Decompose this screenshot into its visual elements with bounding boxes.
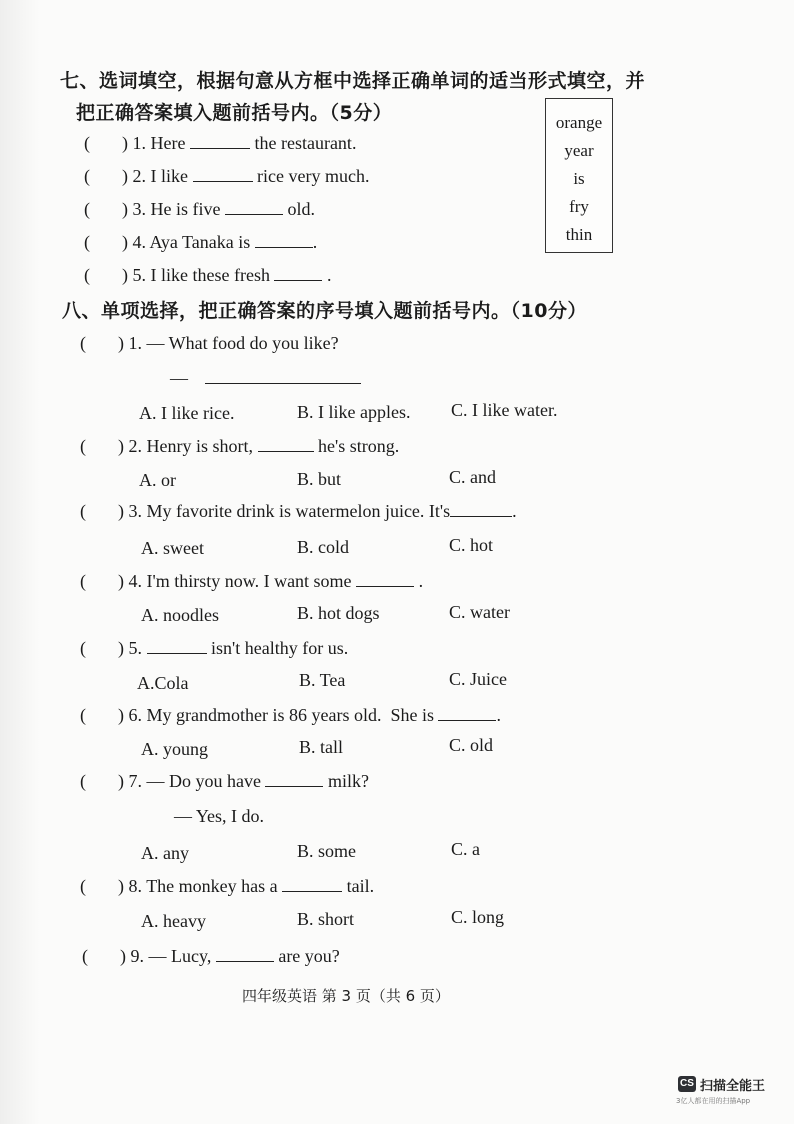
option-a: A. any (141, 843, 189, 863)
question-number: 1. (128, 333, 142, 353)
word-box-item: is (573, 169, 585, 188)
answer-paren-open[interactable]: ( (84, 265, 90, 285)
word-box-item: fry (569, 197, 589, 216)
question-number: 5. (128, 638, 142, 658)
answer-paren-close: ) (118, 333, 124, 353)
answer-paren-close: ) (118, 501, 124, 521)
answer-paren-open[interactable]: ( (80, 571, 86, 591)
option-b: B. but (297, 469, 342, 489)
answer-blank[interactable] (438, 706, 496, 721)
option-a: A. heavy (141, 911, 206, 931)
question-text: I like (150, 166, 188, 186)
question-text: He is five (150, 199, 221, 219)
question-text: tail. (346, 876, 375, 896)
question-number: 8. (128, 876, 142, 896)
section8-question (80, 501, 517, 522)
answer-blank[interactable] (450, 502, 512, 517)
answer-paren-close: ) (122, 133, 128, 153)
question-number: 1. (132, 133, 146, 153)
question-text: Here (150, 133, 186, 153)
answer-paren-open[interactable]: ( (84, 166, 90, 186)
answer-paren-close: ) (118, 571, 124, 591)
question-text: Henry is short, (146, 436, 253, 456)
answer-blank[interactable] (282, 877, 342, 892)
question-number: 4. (132, 232, 146, 252)
answer-paren-open[interactable]: ( (84, 133, 90, 153)
option-a: A. noodles (141, 605, 219, 625)
answer-blank[interactable] (225, 200, 283, 215)
question-text: — Lucy, (148, 946, 212, 966)
section7-question (84, 265, 331, 286)
question-text: I'm thirsty now. I want some (146, 571, 352, 591)
answer-paren-close: ) (118, 771, 124, 791)
question-text: . (326, 265, 332, 285)
option-c: C. long (451, 907, 505, 927)
answer-blank[interactable] (356, 572, 414, 587)
section8-question (80, 333, 339, 354)
section7-question (84, 232, 317, 253)
scan-edge-shadow (0, 0, 40, 1124)
answer-paren-open[interactable]: ( (80, 638, 86, 658)
section8-question (80, 705, 501, 726)
option-a: A. I like rice. (139, 403, 235, 423)
watermark-subtitle: 3亿人都在用的扫描App (676, 1097, 751, 1105)
option-c: C. Juice (449, 669, 507, 689)
question-text: he's strong. (318, 436, 400, 456)
question-text: My favorite drink is watermelon juice. It's (146, 501, 451, 521)
answer-blank[interactable] (205, 369, 361, 384)
section8-question (80, 436, 399, 457)
word-box (545, 98, 613, 253)
answer-paren-open[interactable]: ( (80, 876, 86, 896)
reply-line (170, 368, 361, 389)
question-text: . (496, 705, 501, 725)
option-c: C. a (451, 839, 480, 859)
question-number: 4. (128, 571, 142, 591)
question-text: — What food do you like? (146, 333, 339, 353)
section7-question (84, 199, 315, 220)
dash: — (170, 368, 188, 388)
question-number: 6. (128, 705, 142, 725)
question-text: . (312, 232, 318, 252)
option-c: C. water (449, 602, 510, 622)
option-b: B. Tea (299, 670, 346, 690)
question-text: . (418, 571, 424, 591)
option-c: C. hot (449, 535, 494, 555)
option-a: A.Cola (137, 673, 189, 693)
word-box-item: thin (565, 225, 593, 244)
question-text: I like these fresh (150, 265, 270, 285)
answer-paren-open[interactable]: ( (80, 705, 86, 725)
question-text: — Do you have (146, 771, 261, 791)
word-box-item: year (564, 141, 594, 160)
answer-paren-open[interactable]: ( (80, 771, 86, 791)
section7-question (84, 133, 356, 154)
question-number: 3. (132, 199, 146, 219)
option-a: A. sweet (141, 538, 204, 558)
answer-paren-open[interactable]: ( (80, 436, 86, 456)
answer-blank[interactable] (258, 437, 314, 452)
question-number: 7. (128, 771, 142, 791)
question-text: The monkey has a (146, 876, 278, 896)
section8-question (82, 946, 340, 967)
section8-heading: 八、单项选择，把正确答案的序号填入题前括号内。（10分） (62, 300, 587, 322)
answer-paren-close: ) (118, 876, 124, 896)
reply-text: — Yes, I do. (174, 806, 265, 826)
question-text: . (512, 501, 517, 521)
question-text: milk? (327, 771, 369, 791)
question-text: old. (287, 199, 315, 219)
section8-question (80, 771, 369, 792)
option-b: B. I like apples. (297, 402, 411, 422)
answer-blank[interactable] (193, 167, 253, 182)
option-c: C. old (449, 735, 494, 755)
option-a: A. or (139, 470, 176, 490)
answer-blank[interactable] (265, 772, 323, 787)
question-number: 5. (132, 265, 146, 285)
section8-question (80, 638, 348, 659)
answer-blank[interactable] (216, 947, 274, 962)
answer-paren-close: ) (122, 199, 128, 219)
question-number: 2. (128, 436, 142, 456)
section7-heading-line2: 把正确答案填入题前括号内。（5分） (76, 102, 393, 124)
option-b: B. hot dogs (297, 603, 380, 623)
section8-question (80, 571, 423, 592)
answer-paren-open[interactable]: ( (84, 232, 90, 252)
answer-paren-close: ) (120, 946, 126, 966)
question-text: Aya Tanaka is (149, 232, 251, 252)
option-b: B. short (297, 909, 355, 929)
section8-question (80, 876, 374, 897)
word-box-item: orange (555, 113, 603, 132)
page-footer: 四年级英语 第 3 页（共 6 页） (242, 987, 450, 1005)
option-b: B. cold (297, 537, 349, 557)
option-c: C. and (449, 467, 496, 487)
answer-blank[interactable] (190, 134, 250, 149)
answer-paren-open[interactable]: ( (80, 333, 86, 353)
option-b: B. tall (299, 737, 343, 757)
answer-paren-close: ) (122, 232, 128, 252)
section7-question (84, 166, 369, 187)
answer-blank[interactable] (255, 233, 313, 248)
answer-paren-close: ) (122, 166, 128, 186)
question-number: 3. (128, 501, 142, 521)
option-c: C. I like water. (451, 400, 558, 420)
camscanner-logo-icon: CS (678, 1076, 696, 1092)
answer-blank[interactable] (147, 639, 207, 654)
question-number: 9. (130, 946, 144, 966)
question-number: 2. (132, 166, 146, 186)
answer-paren-close: ) (118, 638, 124, 658)
answer-paren-close: ) (118, 705, 124, 725)
option-b: B. some (297, 841, 357, 861)
section7-heading-line1: 七、选词填空，根据句意从方框中选择正确单词的适当形式填空，并 (60, 70, 646, 92)
question-text: the restaurant. (254, 133, 357, 153)
answer-paren-close: ) (118, 436, 124, 456)
option-a: A. young (141, 739, 208, 759)
watermark-name: 扫描全能王 (700, 1079, 766, 1094)
answer-paren-open[interactable]: ( (82, 946, 88, 966)
question-text: are you? (278, 946, 340, 966)
question-text: My grandmother is 86 years old. She is (146, 705, 434, 725)
answer-paren-close: ) (122, 265, 128, 285)
answer-blank[interactable] (274, 266, 322, 281)
answer-paren-open[interactable]: ( (80, 501, 86, 521)
question-text: isn't healthy for us. (211, 638, 349, 658)
answer-paren-open[interactable]: ( (84, 199, 90, 219)
question-text: rice very much. (257, 166, 370, 186)
